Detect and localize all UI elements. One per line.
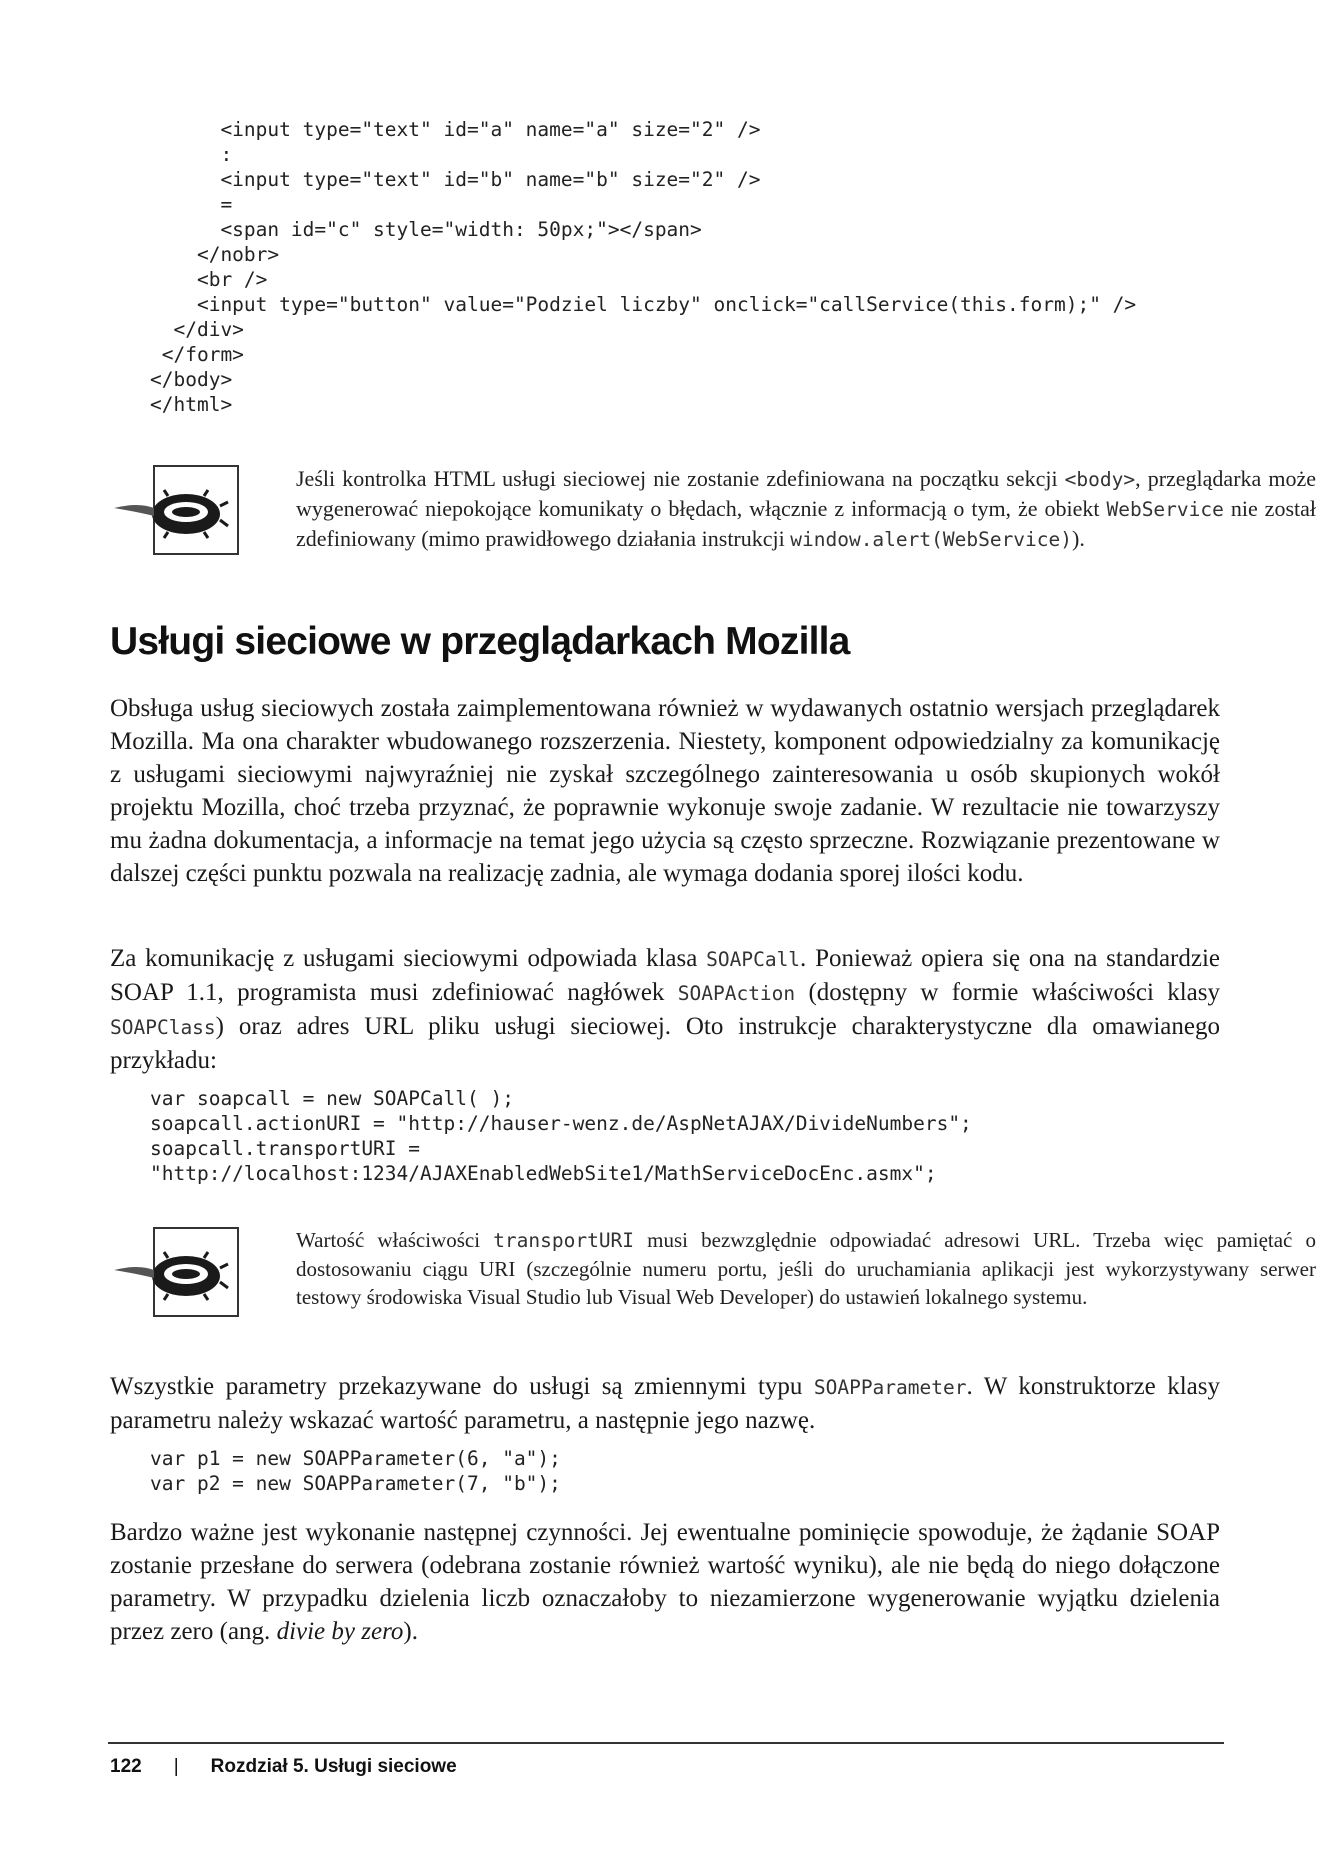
- body-paragraph: Wszystkie parametry przekazywane do usługi są zmiennymi typu SOAPParameter. W konstruktorze klasy parametru należy wskazać wartość parametru, a następnie jego nazwę.: [110, 1373, 1220, 1434]
- chapter-title: Rozdział 5. Usługi sieciowe: [210, 1756, 457, 1777]
- body-paragraph: Obsługa usług sieciowych została zaimplementowana również w wydawanych ostatnio wersjach przeglądarek Mozilla. Ma ona charakter wbudowanego rozszerzenia. Niestety, komponent odpowiedzialny za komunikację z usługami sieciowymi najwyraźniej nie zyskał szczególnego zainteresowania u osób skupionych wokół projektu Mozilla, choć trzeba przyznać, że poprawnie wykonuje swoje zadanie. W rezultacie nie towarzyszy mu żadna dokumentacja, a informacje na temat jego użycia są często sprzeczne. Rozwiązanie prezentowane w dalszej części punktu pozwala na realizację zadnia, ale wymaga dodania sporej ilości kodu.: [110, 695, 1220, 887]
- raccoon-tip-icon: [108, 464, 240, 556]
- code-listing-html-form: <input type="text" id="a" name="a" size="2" /> : <input type="text" id="b" name="b" size="2" /> = <span id="c" style="width: 50px;"></span> </nobr> <br /> <input type="button" value="Podziel liczby" onclick="callService(this.form);" /> </div> </form> </body> </html>: [150, 118, 1137, 416]
- body-paragraph: Bardzo ważne jest wykonanie następnej czynności. Jej ewentualne pominięcie spowoduje, że żądanie SOAP zostanie przesłane do serwera (odebrana zostanie również wartość wyniku), ale nie będą do niego dołączone parametry. W przypadku dzielenia liczb oznaczałoby to niezamierzone wygenerowanie wyjątku dzielenia przez zero (ang. divie by zero).: [110, 1519, 1220, 1645]
- section-heading: Usługi sieciowe w przeglądarkach Mozilla: [110, 620, 850, 663]
- code-listing-parameters: var p1 = new SOAPParameter(6, "a"); var p2 = new SOAPParameter(7, "b");: [150, 1447, 561, 1495]
- page-number: 122: [110, 1756, 142, 1777]
- tip-text: Jeśli kontrolka HTML usługi sieciowej nie zostanie zdefiniowana na początku sekcji <body>, przeglądarka może wygenerować niepokojące komunikaty o błędach, włącznie z informacją o tym, że obiekt WebService nie został zdefiniowany (mimo prawidłowego działania instrukcji window.alert(WebService)).: [296, 466, 1317, 551]
- page-footer: [110, 1756, 457, 1778]
- footer-separator: |: [173, 1756, 179, 1777]
- footer-rule: [108, 1742, 1224, 1744]
- raccoon-tip-icon: [108, 1226, 240, 1318]
- body-paragraph: Za komunikację z usługami sieciowymi odpowiada klasa SOAPCall. Ponieważ opiera się ona na standardzie SOAP 1.1, programista musi zdefiniować nagłówek SOAPAction (dostępny w formie właściwości klasy SOAPClass) oraz adres URL pliku usługi sieciowej. Oto instrukcje charakterystyczne dla omawianego przykładu:: [110, 945, 1220, 1074]
- code-listing-soapcall: var soapcall = new SOAPCall( ); soapcall.actionURI = "http://hauser-wenz.de/AspNetAJAX/DivideNumbers"; soapcall.transportURI = "http://localhost:1234/AJAXEnabledWebSite1/MathServiceDocEnc.asmx";: [150, 1087, 972, 1185]
- tip-text: Wartość właściwości transportURI musi bezwzględnie odpowiadać adresowi URL. Trzeba więc pamiętać o dostosowaniu ciągu URI (szczególnie numeru portu, jeśli do uruchamiania aplikacji jest wykorzystywany serwer testowy środowiska Visual Studio lub Visual Web Developer) do ustawień lokalnego systemu.: [296, 1228, 1316, 1309]
